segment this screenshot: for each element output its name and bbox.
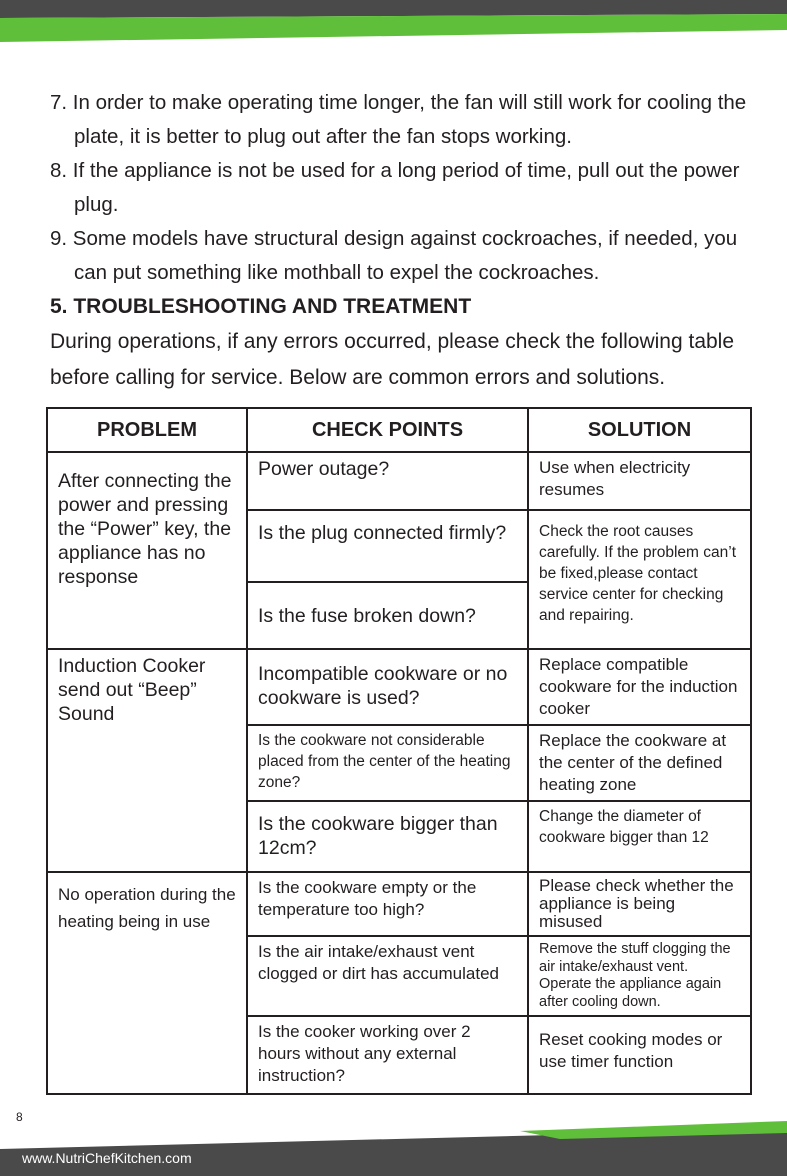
check-cell: Is the plug connected firmly? — [247, 510, 528, 582]
list-item: 8. If the appliance is not be used for a long period of time, pull out the power plug. — [50, 159, 740, 216]
check-cell: Is the fuse broken down? — [247, 582, 528, 649]
main-content — [50, 86, 750, 396]
page-number: 8 — [16, 1110, 23, 1124]
solution-cell: Replace the cookware at the center of the defined heating zone — [528, 725, 751, 801]
solution-cell: Reset cooking modes or use timer function — [528, 1016, 751, 1094]
header-decoration — [0, 0, 787, 42]
problem-cell: No operation during the heating being in use — [47, 872, 247, 1094]
troubleshooting-table — [46, 407, 752, 1095]
solution-cell: Replace compatible cookware for the induction cooker — [528, 649, 751, 725]
website-link[interactable]: www.NutriChefKitchen.com — [22, 1150, 192, 1166]
check-cell: Is the cookware empty or the temperature too high? — [247, 872, 528, 936]
section-intro: During operations, if any errors occurred, please check the following table before calling for service. Below are common errors and solutions. — [50, 330, 735, 389]
instruction-list — [50, 86, 750, 290]
solution-cell: Change the diameter of cookware bigger than 12 — [528, 801, 751, 872]
column-header-check-points: CHECK POINTS — [247, 408, 528, 452]
list-item: 7. In order to make operating time longer, the fan will still work for cooling the plate, it is better to plug out after the fan stops working. — [50, 91, 747, 148]
check-cell: Power outage? — [247, 452, 528, 510]
check-cell: Is the air intake/exhaust vent clogged or dirt has accumulated — [247, 936, 528, 1016]
solution-cell: Remove the stuff clogging the air intake/exhaust vent. Operate the appliance again after cooling down. — [528, 936, 751, 1016]
problem-cell: After connecting the power and pressing the “Power” key, the appliance has no response — [47, 452, 247, 649]
section-heading: 5. TROUBLESHOOTING AND TREATMENT — [50, 295, 472, 318]
solution-cell: Use when electricity resumes — [528, 452, 751, 510]
problem-cell: Induction Cooker send out “Beep” Sound — [47, 649, 247, 872]
check-cell: Incompatible cookware or no cookware is used? — [247, 649, 528, 725]
column-header-solution: SOLUTION — [528, 408, 751, 452]
list-item: 9. Some models have structural design against cockroaches, if needed, you can put something like mothball to expel the cockroaches. — [50, 227, 738, 284]
column-header-problem: PROBLEM — [47, 408, 247, 452]
check-cell: Is the cooker working over 2 hours without any external instruction? — [247, 1016, 528, 1094]
solution-cell: Please check whether the appliance is being misused — [528, 872, 751, 936]
solution-cell: Check the root causes carefully. If the problem can’t be fixed,please contact service center for checking and repairing. — [528, 510, 751, 649]
check-cell: Is the cookware not considerable placed from the center of the heating zone? — [247, 725, 528, 801]
check-cell: Is the cookware bigger than 12cm? — [247, 801, 528, 872]
footer-decoration — [0, 1121, 787, 1176]
